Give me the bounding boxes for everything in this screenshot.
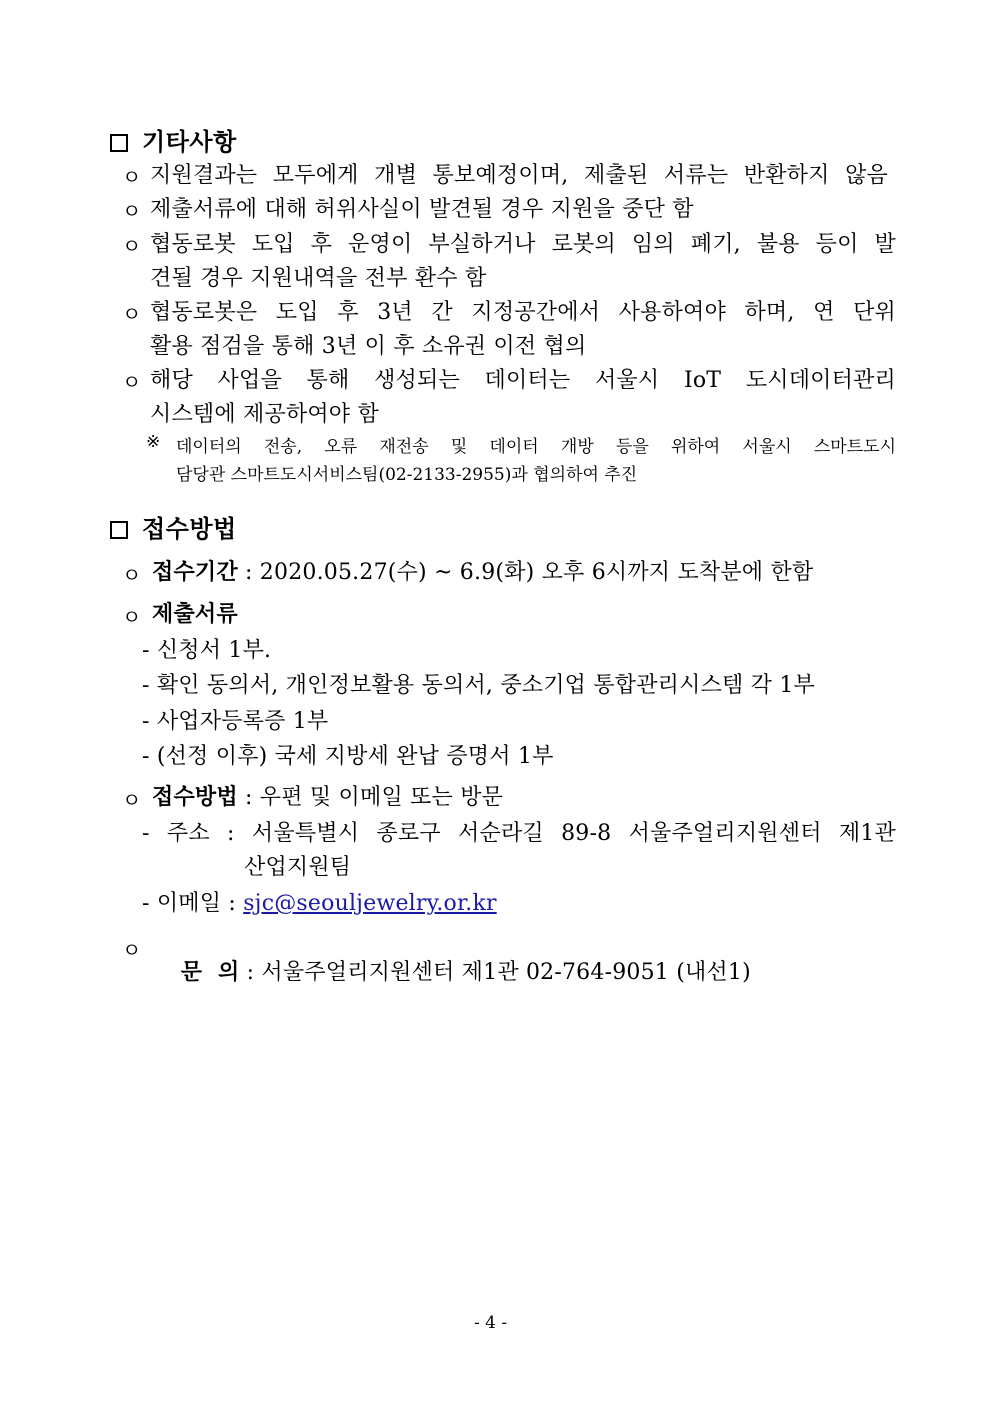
section-heading-reception: 접수방법 [110, 509, 237, 544]
reference-mark-icon: ※ [146, 432, 161, 452]
inquiry [152, 930, 751, 1011]
checkbox-square-icon [110, 521, 128, 539]
email-prefix: - 이메일 : [142, 891, 244, 916]
email-link[interactable]: sjc@seouljewelry.or.kr [243, 891, 497, 916]
method-label: 접수방법 [152, 784, 238, 810]
bullet-icon: ㅇ [122, 199, 142, 223]
misc-item-3-line-2: 견될 경우 지원내역을 전부 환수 함 [150, 266, 487, 291]
bullet-icon: ㅇ [122, 788, 142, 812]
bullet-icon: ㅇ [122, 302, 142, 326]
bullet-icon: ㅇ [122, 938, 142, 962]
reception-method [152, 780, 503, 811]
bullet-icon: ㅇ [122, 563, 142, 587]
address-line-1: - 주소 : 서울특별시 종로구 서순라길 89-8 서울주얼리지원센터 제1관 [142, 821, 896, 846]
bullet-icon: ㅇ [122, 605, 142, 629]
bullet-icon: ㅇ [122, 370, 142, 394]
misc-item-1: 지원결과는 모두에게 개별 통보예정이며, 제출된 서류는 반환하지 않음 [150, 163, 888, 188]
bullet-icon: ㅇ [122, 165, 142, 189]
address-line-2: 산업지원팀 [244, 855, 352, 880]
method-value: : 우편 및 이메일 또는 방문 [237, 785, 504, 810]
misc-item-5-line-1: 해당 사업을 통해 생성되는 데이터는 서울시 IoT 도시데이터관리 [150, 368, 896, 393]
doc-item: - 신청서 1부. [142, 638, 272, 663]
inquiry-label: 문 의 [180, 959, 240, 985]
page-number: - 4 - [474, 1313, 508, 1333]
docs-label: 제출서류 [152, 601, 238, 627]
checkbox-square-icon [110, 134, 128, 152]
reception-period [152, 555, 813, 586]
misc-item-4-line-2: 활용 점검을 통해 3년 이 후 소유권 이전 협의 [150, 334, 587, 359]
inquiry-value: : 서울주얼리지원센터 제1관 02-764-9051 (내선1) [239, 960, 751, 985]
misc-note-line-1: 데이터의 전송, 오류 재전송 및 데이터 개방 등을 위하여 서울시 스마트도시 [176, 437, 896, 457]
period-value: : 2020.05.27(수) ~ 6.9(화) 오후 6시까지 도착분에 한함 [237, 560, 814, 585]
bullet-icon: ㅇ [122, 234, 142, 258]
misc-item-4-line-1: 협동로봇은 도입 후 3년 간 지정공간에서 사용하여야 하며, 연 단위 [150, 300, 896, 325]
doc-item: - 사업자등록증 1부 [142, 709, 329, 734]
section-heading-misc: 기타사항 [110, 122, 237, 157]
misc-note-line-2: 담당관 스마트도시서비스팀(02-2133-2955)과 협의하여 추진 [176, 465, 638, 485]
period-label: 접수기간 [152, 559, 238, 585]
doc-item: - 확인 동의서, 개인정보활용 동의서, 중소기업 통합관리시스템 각 1부 [142, 673, 815, 698]
doc-item: - (선정 이후) 국세 지방세 완납 증명서 1부 [142, 744, 554, 769]
email-line [142, 886, 497, 917]
misc-item-3-line-1: 협동로봇 도입 후 운영이 부실하거나 로봇의 임의 폐기, 불용 등이 발 [150, 232, 896, 257]
misc-item-5-line-2: 시스템에 제공하여야 함 [150, 402, 379, 427]
misc-item-2: 제출서류에 대해 허위사실이 발견될 경우 지원을 중단 함 [150, 197, 694, 222]
